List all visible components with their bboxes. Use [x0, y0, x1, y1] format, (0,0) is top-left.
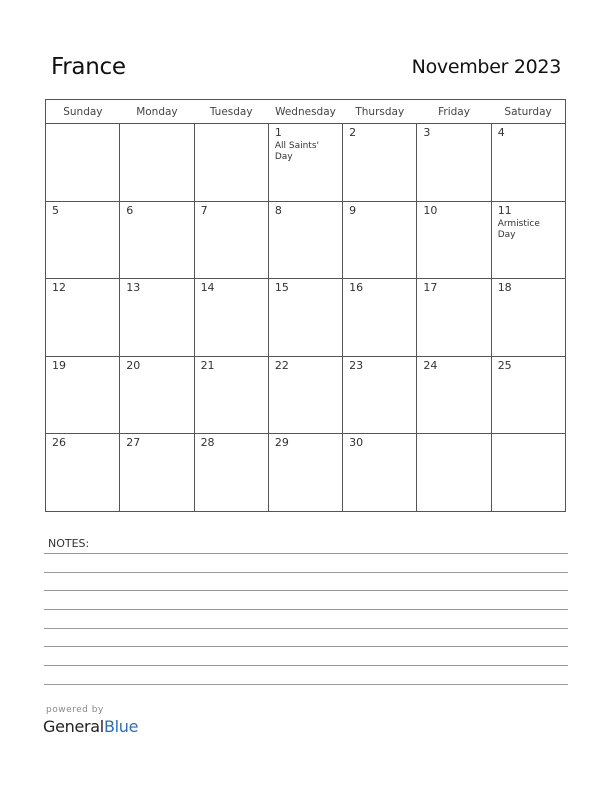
day-cell — [491, 279, 565, 357]
day-cell — [417, 124, 491, 202]
day-number: 11 — [497, 203, 512, 217]
day-cell — [268, 124, 342, 202]
week-row — [46, 124, 566, 202]
day-cell — [46, 124, 120, 202]
day-number: 16 — [349, 281, 364, 295]
day-number: 9 — [349, 203, 357, 217]
day-number: 23 — [349, 358, 364, 372]
day-cell — [491, 124, 565, 202]
day-cell — [120, 124, 194, 202]
notes-line — [44, 684, 568, 685]
day-number: 22 — [274, 358, 289, 372]
day-cell — [194, 434, 268, 512]
day-cell — [120, 434, 194, 512]
weekday-thursday: Thursday — [343, 100, 417, 124]
weekday-friday: Friday — [417, 100, 491, 124]
day-number: 21 — [200, 358, 215, 372]
day-cell — [46, 356, 120, 434]
day-number: 8 — [274, 203, 282, 217]
weekday-sunday: Sunday — [46, 100, 120, 124]
weekday-wednesday: Wednesday — [268, 100, 342, 124]
day-cell — [268, 356, 342, 434]
day-cell — [417, 279, 491, 357]
weekday-monday: Monday — [120, 100, 194, 124]
brand-logo — [43, 717, 138, 736]
day-number: 10 — [423, 203, 438, 217]
week-row — [46, 356, 566, 434]
day-number: 20 — [126, 358, 141, 372]
weekday-saturday: Saturday — [491, 100, 565, 124]
day-cell — [343, 434, 417, 512]
day-number: 3 — [423, 126, 431, 139]
day-number: 28 — [200, 436, 215, 450]
calendar-body — [46, 124, 566, 512]
notes-line — [44, 646, 568, 647]
day-number: 18 — [497, 281, 512, 295]
calendar-grid — [45, 99, 566, 512]
day-cell — [194, 356, 268, 434]
day-cell — [120, 201, 194, 279]
day-number: 14 — [200, 281, 215, 295]
day-number: 6 — [126, 203, 134, 217]
day-cell — [491, 356, 565, 434]
day-cell — [491, 434, 565, 512]
day-cell — [194, 279, 268, 357]
day-number: 4 — [497, 126, 505, 139]
holiday-label: All Saints' Day — [274, 141, 319, 162]
day-cell — [268, 201, 342, 279]
week-row — [46, 279, 566, 357]
day-cell — [194, 201, 268, 279]
day-cell — [417, 201, 491, 279]
powered-by-text: powered by — [46, 705, 104, 715]
brand-general: General — [43, 717, 104, 736]
day-number: 26 — [52, 436, 66, 450]
day-cell — [417, 434, 491, 512]
day-number: 24 — [423, 358, 438, 372]
holiday-label: Armistice Day — [497, 218, 540, 240]
day-number: 17 — [423, 281, 438, 295]
notes-line — [44, 572, 568, 573]
day-cell — [343, 279, 417, 357]
notes-line — [44, 609, 568, 610]
notes-line — [44, 628, 568, 629]
day-number: 29 — [274, 436, 289, 450]
day-number: 15 — [274, 281, 289, 295]
day-number: 1 — [274, 126, 282, 139]
day-number: 19 — [52, 358, 66, 372]
day-cell — [343, 201, 417, 279]
day-number: 27 — [126, 436, 141, 450]
country-title: France — [51, 54, 126, 80]
week-row — [46, 434, 566, 512]
day-cell — [120, 356, 194, 434]
month-year-title: November 2023 — [411, 56, 561, 78]
day-cell — [46, 434, 120, 512]
day-cell — [417, 356, 491, 434]
notes-line — [44, 665, 568, 666]
day-number: 7 — [200, 203, 208, 217]
day-number: 13 — [126, 281, 141, 295]
day-number: 2 — [349, 126, 357, 139]
day-cell — [194, 124, 268, 202]
week-row — [46, 201, 566, 279]
day-cell — [268, 434, 342, 512]
day-cell — [491, 201, 565, 279]
brand-blue: Blue — [103, 717, 139, 736]
day-number: 5 — [52, 203, 59, 217]
day-number: 12 — [52, 281, 66, 295]
notes-label: NOTES: — [48, 537, 90, 550]
weekday-tuesday: Tuesday — [194, 100, 268, 124]
day-number: 25 — [497, 358, 512, 372]
day-number: 30 — [349, 436, 364, 450]
day-cell — [343, 356, 417, 434]
notes-line — [44, 590, 568, 591]
notes-line — [44, 553, 568, 554]
weekday-header-row — [46, 100, 566, 124]
day-cell — [268, 279, 342, 357]
day-cell — [46, 201, 120, 279]
day-cell — [343, 124, 417, 202]
day-cell — [46, 279, 120, 357]
day-cell — [120, 279, 194, 357]
